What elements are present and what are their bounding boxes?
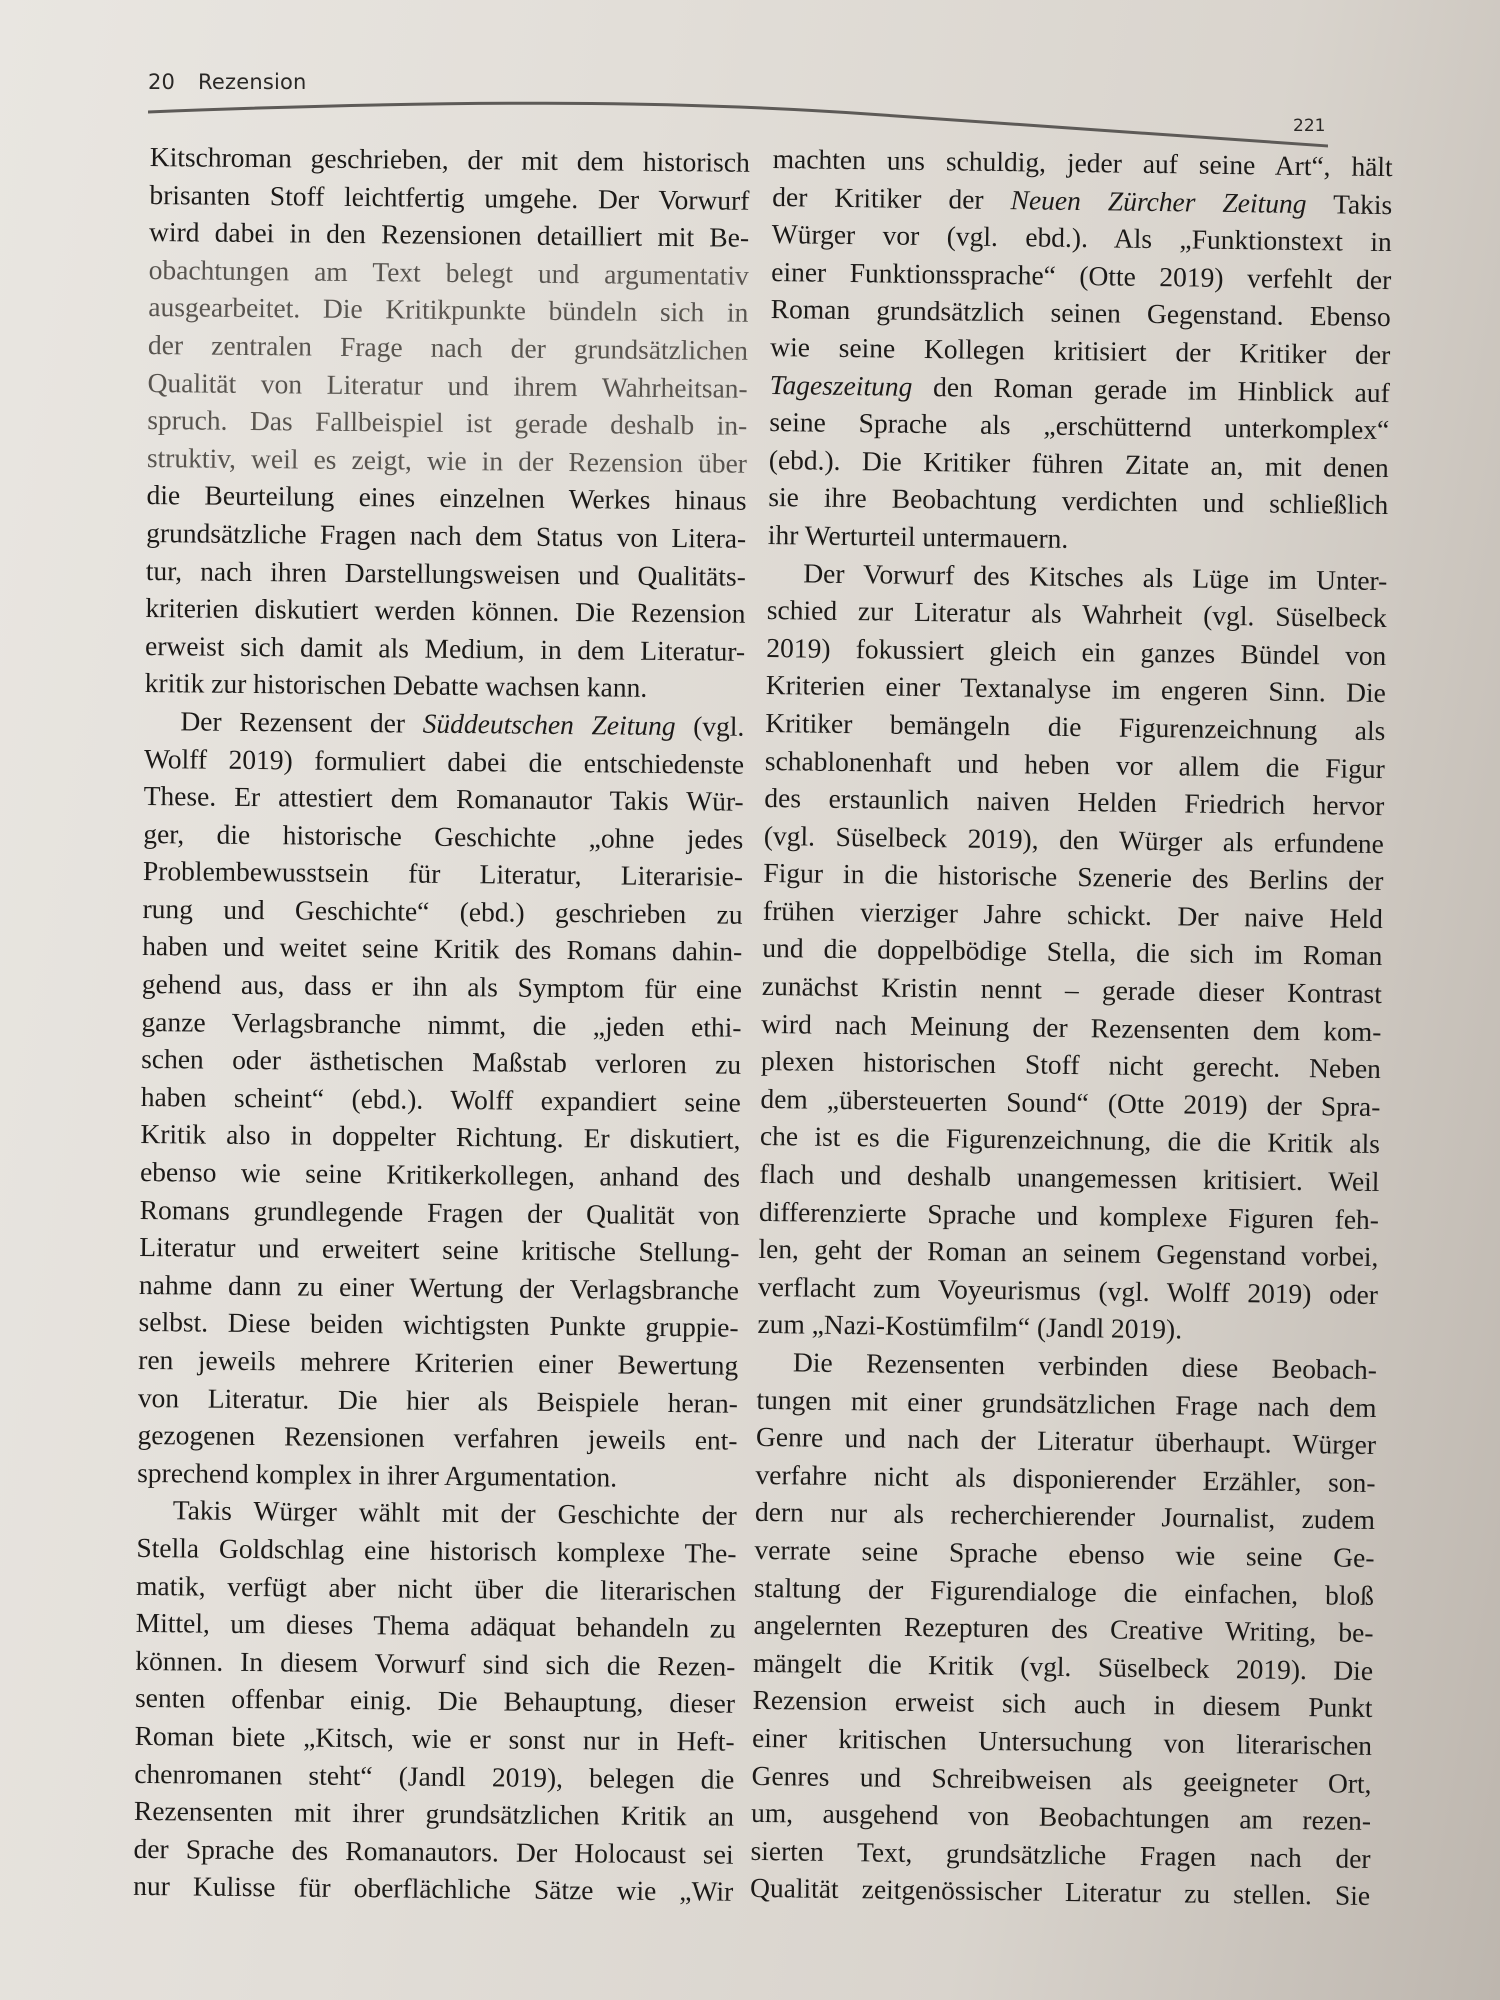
- text-line: frühen vierziger Jahre schickt. Der naive Held: [762, 894, 1384, 934]
- text-line: schablonenhaft und heben vor allem die Figur: [764, 744, 1386, 784]
- text-line: [144, 702, 744, 745]
- text-line: ganze Verlagsbranche nimmt, die „jeden ethi-: [141, 1005, 742, 1043]
- text-line: staltung der Figurendialoge die einfachen, bloß: [753, 1571, 1375, 1611]
- text-line: verrate seine Sprache ebenso wie seine Ge-: [754, 1533, 1375, 1573]
- text-line: um, ausgehend von Beobachtungen am rezen-: [750, 1796, 1372, 1837]
- text-line: von Literatur. Die hier als Beispiele heran-: [137, 1381, 739, 1419]
- text-line: flach und deshalb unangemessen kritisiert. Weil: [759, 1157, 1380, 1198]
- text-line: Kritik also in doppelter Richtung. Er diskutiert,: [140, 1118, 741, 1156]
- text-line: ihr Werturteil untermauern.: [767, 518, 1069, 554]
- text-line: Die Rezensenten verbinden diese Beobach-: [792, 1346, 1378, 1386]
- text-line: des erstaunlich naiven Helden Friedrich hervor: [764, 782, 1385, 822]
- text-line: der zentralen Frage nach der grundsätzlichen: [147, 328, 749, 366]
- text-line: Mittel, um dieses Thema adäquat behandeln zu: [135, 1607, 736, 1644]
- text-line: seine Sprache als „erschütternd unterkomplex“: [769, 406, 1390, 446]
- text-line: Kitschroman geschrieben, der mit dem historisch: [149, 140, 750, 178]
- text-line: senten offenbar einig. Die Behauptung, dieser: [134, 1682, 736, 1720]
- text-line: Figur in die historische Szenerie des Berlins der: [763, 857, 1384, 897]
- text-line: nahme dann zu einer Wertung der Verlagsbranche: [138, 1268, 740, 1306]
- text-line: Qualität von Literatur und ihrem Wahrheitsan-: [147, 366, 748, 404]
- text-line: einer kritischen Untersuchung von literarischen: [751, 1721, 1373, 1761]
- italic-title: Süddeutschen Zeitung: [422, 707, 676, 741]
- text-line: rung und Geschichte“ (ebd.) geschrieben zu: [142, 892, 743, 930]
- text-line: einer Funktionssprache“ (Otte 2019) verfehlt der: [771, 255, 1392, 295]
- italic-title: Tageszeitung: [769, 368, 913, 402]
- text-line: che ist es die Figurenzeichnung, die die Kritik als: [759, 1120, 1381, 1160]
- right-text-column: [750, 140, 1393, 1915]
- text-line: brisanten Stoff leichtfertig umgehe. Der Vorwurf: [149, 178, 750, 216]
- text-line: der Sprache des Romanautors. Der Holocaust sei: [133, 1832, 734, 1870]
- text-line: schied zur Literatur als Wahrheit (vgl. Süselbeck: [766, 594, 1388, 634]
- text-line: die Beurteilung eines einzelnen Werkes hinaus: [146, 479, 747, 517]
- text-line: ausgearbeitet. Die Kritikpunkte bündeln sich in: [148, 291, 749, 329]
- text-line: Roman biete „Kitsch, wie er sonst nur in Heft-: [134, 1719, 735, 1757]
- text-line: schen oder ästhetischen Maßstab verloren zu: [141, 1043, 742, 1080]
- italic-title: Neuen Zürcher Zeitung: [1010, 183, 1307, 219]
- text-line: nur Kulisse für oberflächliche Sätze wie „Wir: [133, 1870, 734, 1907]
- text-line: Rezension erweist sich auch in diesem Punkt: [752, 1684, 1373, 1724]
- text-line: struktiv, weil es zeigt, wie in der Rezension über: [146, 441, 748, 479]
- running-title: Rezension: [198, 70, 307, 94]
- text-run: (vgl.: [675, 709, 745, 742]
- text-line: und die doppelbödige Stella, die sich im Roman: [762, 932, 1383, 972]
- text-line: Genres und Schreibweisen als geeigneter Ort,: [751, 1759, 1372, 1799]
- text-line: Wolff 2019) formuliert dabei die entschiedenste: [143, 742, 745, 780]
- text-line: matik, verfügt aber nicht über die literarischen: [135, 1569, 737, 1607]
- text-line: Der Vorwurf des Kitsches als Lüge im Unter-: [803, 556, 1388, 596]
- text-line: sprechend komplex in ihrer Argumentation.: [137, 1456, 618, 1493]
- text-run: Der Rezensent der: [180, 705, 423, 739]
- text-line: spruch. Das Fallbeispiel ist gerade deshalb in-: [147, 404, 748, 441]
- text-line: These. Er attestiert dem Romanautor Takis Wür-: [143, 780, 744, 817]
- left-text-column: [133, 138, 750, 1911]
- text-line: Problembewusstsein für Literatur, Literarisie-: [142, 855, 744, 893]
- text-line: chenromanen steht“ (Jandl 2019), belegen die: [134, 1757, 735, 1795]
- text-line: len, geht der Roman an seinem Gegenstand vorbei,: [758, 1233, 1379, 1273]
- text-line: 2019) fokussiert gleich ein ganzes Bündel von: [766, 631, 1387, 671]
- text-line: kritik zur historischen Debatte wachsen kann.: [144, 667, 648, 704]
- text-run: den Roman gerade im Hinblick auf: [912, 370, 1390, 408]
- text-line: Takis Würger wählt mit der Geschichte der: [172, 1494, 737, 1532]
- text-line: Qualität zeitgenössischer Literatur zu stellen. Sie: [749, 1872, 1371, 1912]
- text-run: Takis: [1306, 187, 1393, 220]
- text-line: gezogenen Rezensionen verfahren jeweils ent-: [137, 1419, 738, 1456]
- text-line: grundsätzliche Fragen nach dem Status von Litera-: [146, 516, 747, 554]
- right-page-number: 221: [1293, 116, 1326, 136]
- text-line: Roman grundsätzlich seinen Gegenstand. Ebenso: [770, 293, 1391, 333]
- text-line: Literatur und erweitert seine kritische Stellung-: [139, 1231, 740, 1268]
- text-line: plexen historischen Stoff nicht gerecht. Neben: [760, 1045, 1382, 1085]
- text-line: erweist sich damit als Medium, in dem Literatur-: [144, 629, 746, 667]
- text-line: dem „übersteuerten Sound“ (Otte 2019) der Spra-: [760, 1082, 1381, 1122]
- text-line: Rezensenten mit ihrer grundsätzlichen Kritik an: [133, 1795, 735, 1832]
- text-line: gehend aus, dass er ihn als Symptom für eine: [141, 968, 743, 1005]
- text-line: zunächst Kristin nennt – gerade dieser Kontrast: [761, 969, 1383, 1010]
- text-line: selbst. Diese beiden wichtigsten Punkte gruppie-: [138, 1306, 739, 1344]
- text-line: sie ihre Beobachtung verdichten und schließlich: [768, 481, 1389, 521]
- text-line: wird nach Meinung der Rezensenten dem kom-: [761, 1007, 1382, 1047]
- text-line: mängelt die Kritik (vgl. Süselbeck 2019). Die: [752, 1646, 1374, 1686]
- text-line: haben scheint“ (ebd.). Wolff expandiert seine: [140, 1080, 741, 1118]
- text-line: (ebd.). Die Kritiker führen Zitate an, mit denen: [768, 443, 1389, 483]
- text-line: (vgl. Süselbeck 2019), den Würger als erfundene: [763, 819, 1385, 859]
- text-line: sierten Text, grundsätzliche Fragen nach der: [750, 1834, 1371, 1874]
- text-line: wird dabei in den Rezensionen detailliert mit Be-: [148, 216, 750, 253]
- text-line: ren jeweils mehrere Kriterien einer Bewertung: [138, 1343, 739, 1381]
- text-line: angelernten Rezepturen des Creative Writing, be-: [753, 1609, 1374, 1649]
- text-line: verfahre nicht als disponierender Erzähler, son-: [755, 1458, 1376, 1498]
- text-line: Kritiker bemängeln die Figurenzeichnung als: [765, 706, 1386, 746]
- text-run: der Kritiker der: [772, 180, 1011, 215]
- text-line: differenzierte Sprache und komplexe Figuren feh-: [758, 1195, 1380, 1235]
- text-line: ger, die historische Geschichte „ohne jedes: [143, 817, 744, 855]
- text-line: ebenso wie seine Kritikerkollegen, anhand des: [139, 1155, 741, 1193]
- text-line: Genre und nach der Literatur überhaupt. Würger: [755, 1421, 1377, 1461]
- text-line: Stella Goldschlag eine historisch komplexe The-: [136, 1531, 737, 1569]
- text-line: Würger vor (vgl. ebd.). Als „Funktionstext in: [771, 218, 1392, 258]
- text-line: verflacht zum Voyeurismus (vgl. Wolff 2019) oder: [757, 1270, 1379, 1310]
- left-page-number: 20: [148, 70, 176, 94]
- text-line: dern nur als recherchierender Journalist, zudem: [754, 1496, 1376, 1536]
- text-line: machten uns schuldig, jeder auf seine Art“, hält: [772, 142, 1393, 183]
- running-head: [148, 70, 307, 94]
- text-line: kriterien diskutiert werden können. Die Rezension: [145, 592, 746, 629]
- text-line: Romans grundlegende Fragen der Qualität von: [139, 1193, 740, 1231]
- text-line: Kriterien einer Textanalyse im engeren Sinn. Die: [765, 669, 1387, 709]
- text-line: tungen mit einer grundsätzlichen Frage nach dem: [756, 1383, 1377, 1423]
- text-line: zum „Nazi-Kostümfilm“ (Jandl 2019).: [757, 1308, 1183, 1345]
- text-line: tur, nach ihren Darstellungsweisen und Qualitäts-: [145, 554, 746, 592]
- text-line: obachtungen am Text belegt und argumentativ: [148, 253, 749, 291]
- text-line: wie seine Kollegen kritisiert der Kritiker der: [770, 330, 1391, 371]
- text-line: können. In diesem Vorwurf sind sich die Rezen-: [135, 1644, 736, 1682]
- text-line: haben und weitet seine Kritik des Romans dahin-: [142, 930, 743, 968]
